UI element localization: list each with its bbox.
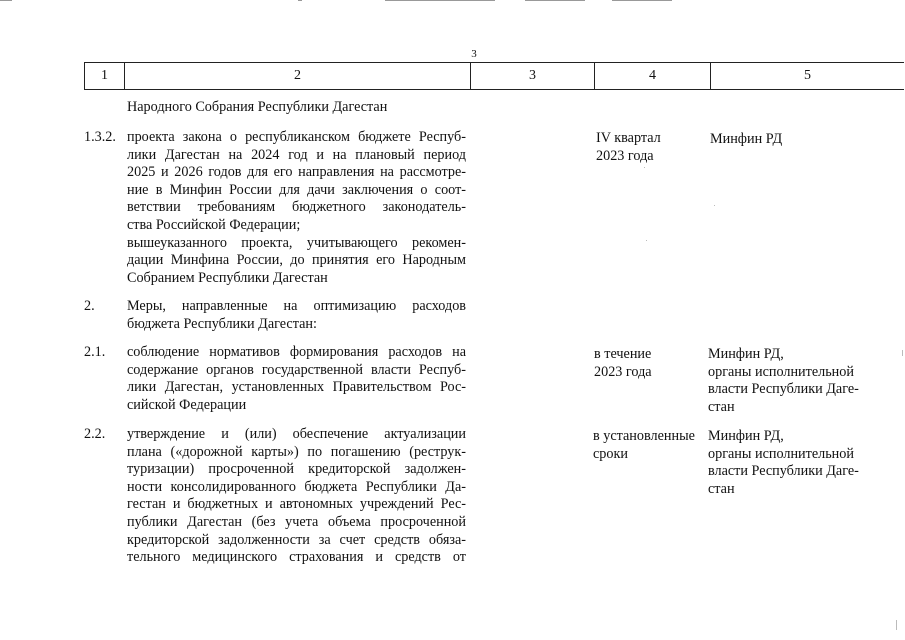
deadline-line: в течение: [594, 346, 652, 362]
header-cell-5: 5: [710, 63, 904, 89]
scan-edge-artifacts: [0, 0, 905, 4]
scan-speck: [646, 240, 647, 241]
header-cell-3: 3: [470, 63, 594, 89]
description-line: плана («дорожной карты») по погашению (реструк-: [127, 443, 466, 460]
deadline-line: сроки: [593, 445, 628, 462]
responsible-line: Минфин РД,: [708, 346, 784, 362]
description-line: гестан и бюджетных и автономных учреждений Рес-: [127, 496, 466, 513]
responsible-line: власти Республики Даге-: [708, 463, 859, 480]
header-cell-1: 1: [84, 63, 124, 89]
row-number-2-1: 2.1.: [84, 344, 106, 360]
row-continuation-description: [127, 99, 467, 117]
description-line: содержание органов государственной власти Респуб-: [127, 361, 466, 378]
responsible-line: Минфин РД: [710, 131, 783, 147]
row-1-3-2-deadline: [596, 130, 661, 165]
deadline-line: 2023 года: [594, 363, 652, 380]
row-2-1-responsible: [708, 346, 859, 416]
description-line: ветствии требованиям бюджетного законодатель-: [127, 199, 466, 216]
description-line: бюджета Республики Дагестан:: [127, 315, 317, 332]
row-2-2-responsible: [708, 428, 859, 498]
description-line: тельного медицинского страхования и средств от: [127, 549, 466, 566]
row-number-2: 2.: [84, 298, 95, 314]
responsible-line: органы исполнительной: [708, 445, 854, 462]
row-2-1-deadline: [594, 346, 652, 381]
responsible-line: стан: [708, 480, 735, 497]
scan-speck: [714, 205, 715, 206]
description-line: туризации) просроченной кредиторской задолжен-: [127, 461, 466, 478]
row-1-3-2-responsible: [710, 131, 782, 149]
description-line: кредиторской задолженности за счет средств обяза-: [127, 531, 466, 548]
description-line: соблюдение нормативов формирования расходов на: [127, 344, 466, 360]
responsible-line: стан: [708, 398, 735, 415]
row-number-2-2: 2.2.: [84, 426, 106, 442]
scan-speck: [902, 350, 903, 356]
description-line: 2025 и 2026 годов для его направления на рассмотре-: [127, 164, 466, 181]
scan-speck: [896, 620, 897, 630]
scan-speck: [644, 167, 645, 168]
row-2-2-description: [127, 426, 466, 567]
row-2-1-description: [127, 344, 466, 414]
row-2-description: [127, 298, 466, 333]
page-number: 3: [471, 48, 477, 60]
responsible-line: Минфин РД,: [708, 428, 784, 444]
description-line: сийской Федерации: [127, 396, 247, 413]
header-cell-4: 4: [594, 63, 710, 89]
description-line: Меры, направленные на оптимизацию расходов: [127, 298, 466, 314]
description-line: ства Российской Федерации;: [127, 216, 301, 233]
description-line: Собранием Республики Дагестан: [127, 269, 328, 286]
deadline-line: IV квартал: [596, 130, 661, 146]
row-number-1-3-2: 1.3.2.: [84, 129, 116, 145]
description-line: проекта закона о республиканском бюджете Респуб-: [127, 129, 466, 145]
deadline-line: в установленные: [593, 428, 695, 444]
description-line: ности консолидированного бюджета Республики Да-: [127, 478, 466, 495]
description-line: лики Дагестан на 2024 год и на плановый период: [127, 146, 466, 163]
deadline-line: 2023 года: [596, 147, 654, 164]
description-line: публики Дагестан (без учета объема просроченной: [127, 513, 466, 530]
description-line: лики Дагестан, установленных Правительством Рос-: [127, 379, 466, 396]
responsible-line: власти Республики Даге-: [708, 381, 859, 398]
description-line: Народного Собрания Республики Дагестан: [127, 99, 388, 115]
row-2-2-deadline: [593, 428, 695, 463]
description-line: ние в Минфин России для дачи заключения о соот-: [127, 181, 466, 198]
description-line: утверждение и (или) обеспечение актуализации: [127, 426, 466, 442]
responsible-line: органы исполнительной: [708, 363, 854, 380]
header-cell-2: 2: [124, 63, 470, 89]
row-1-3-2-description: [127, 129, 466, 287]
table-header-row: [84, 62, 904, 90]
description-line: вышеуказанного проекта, учитывающего рекомен-: [127, 234, 466, 251]
description-line: дации Минфина России, до принятия его Народным: [127, 252, 466, 269]
